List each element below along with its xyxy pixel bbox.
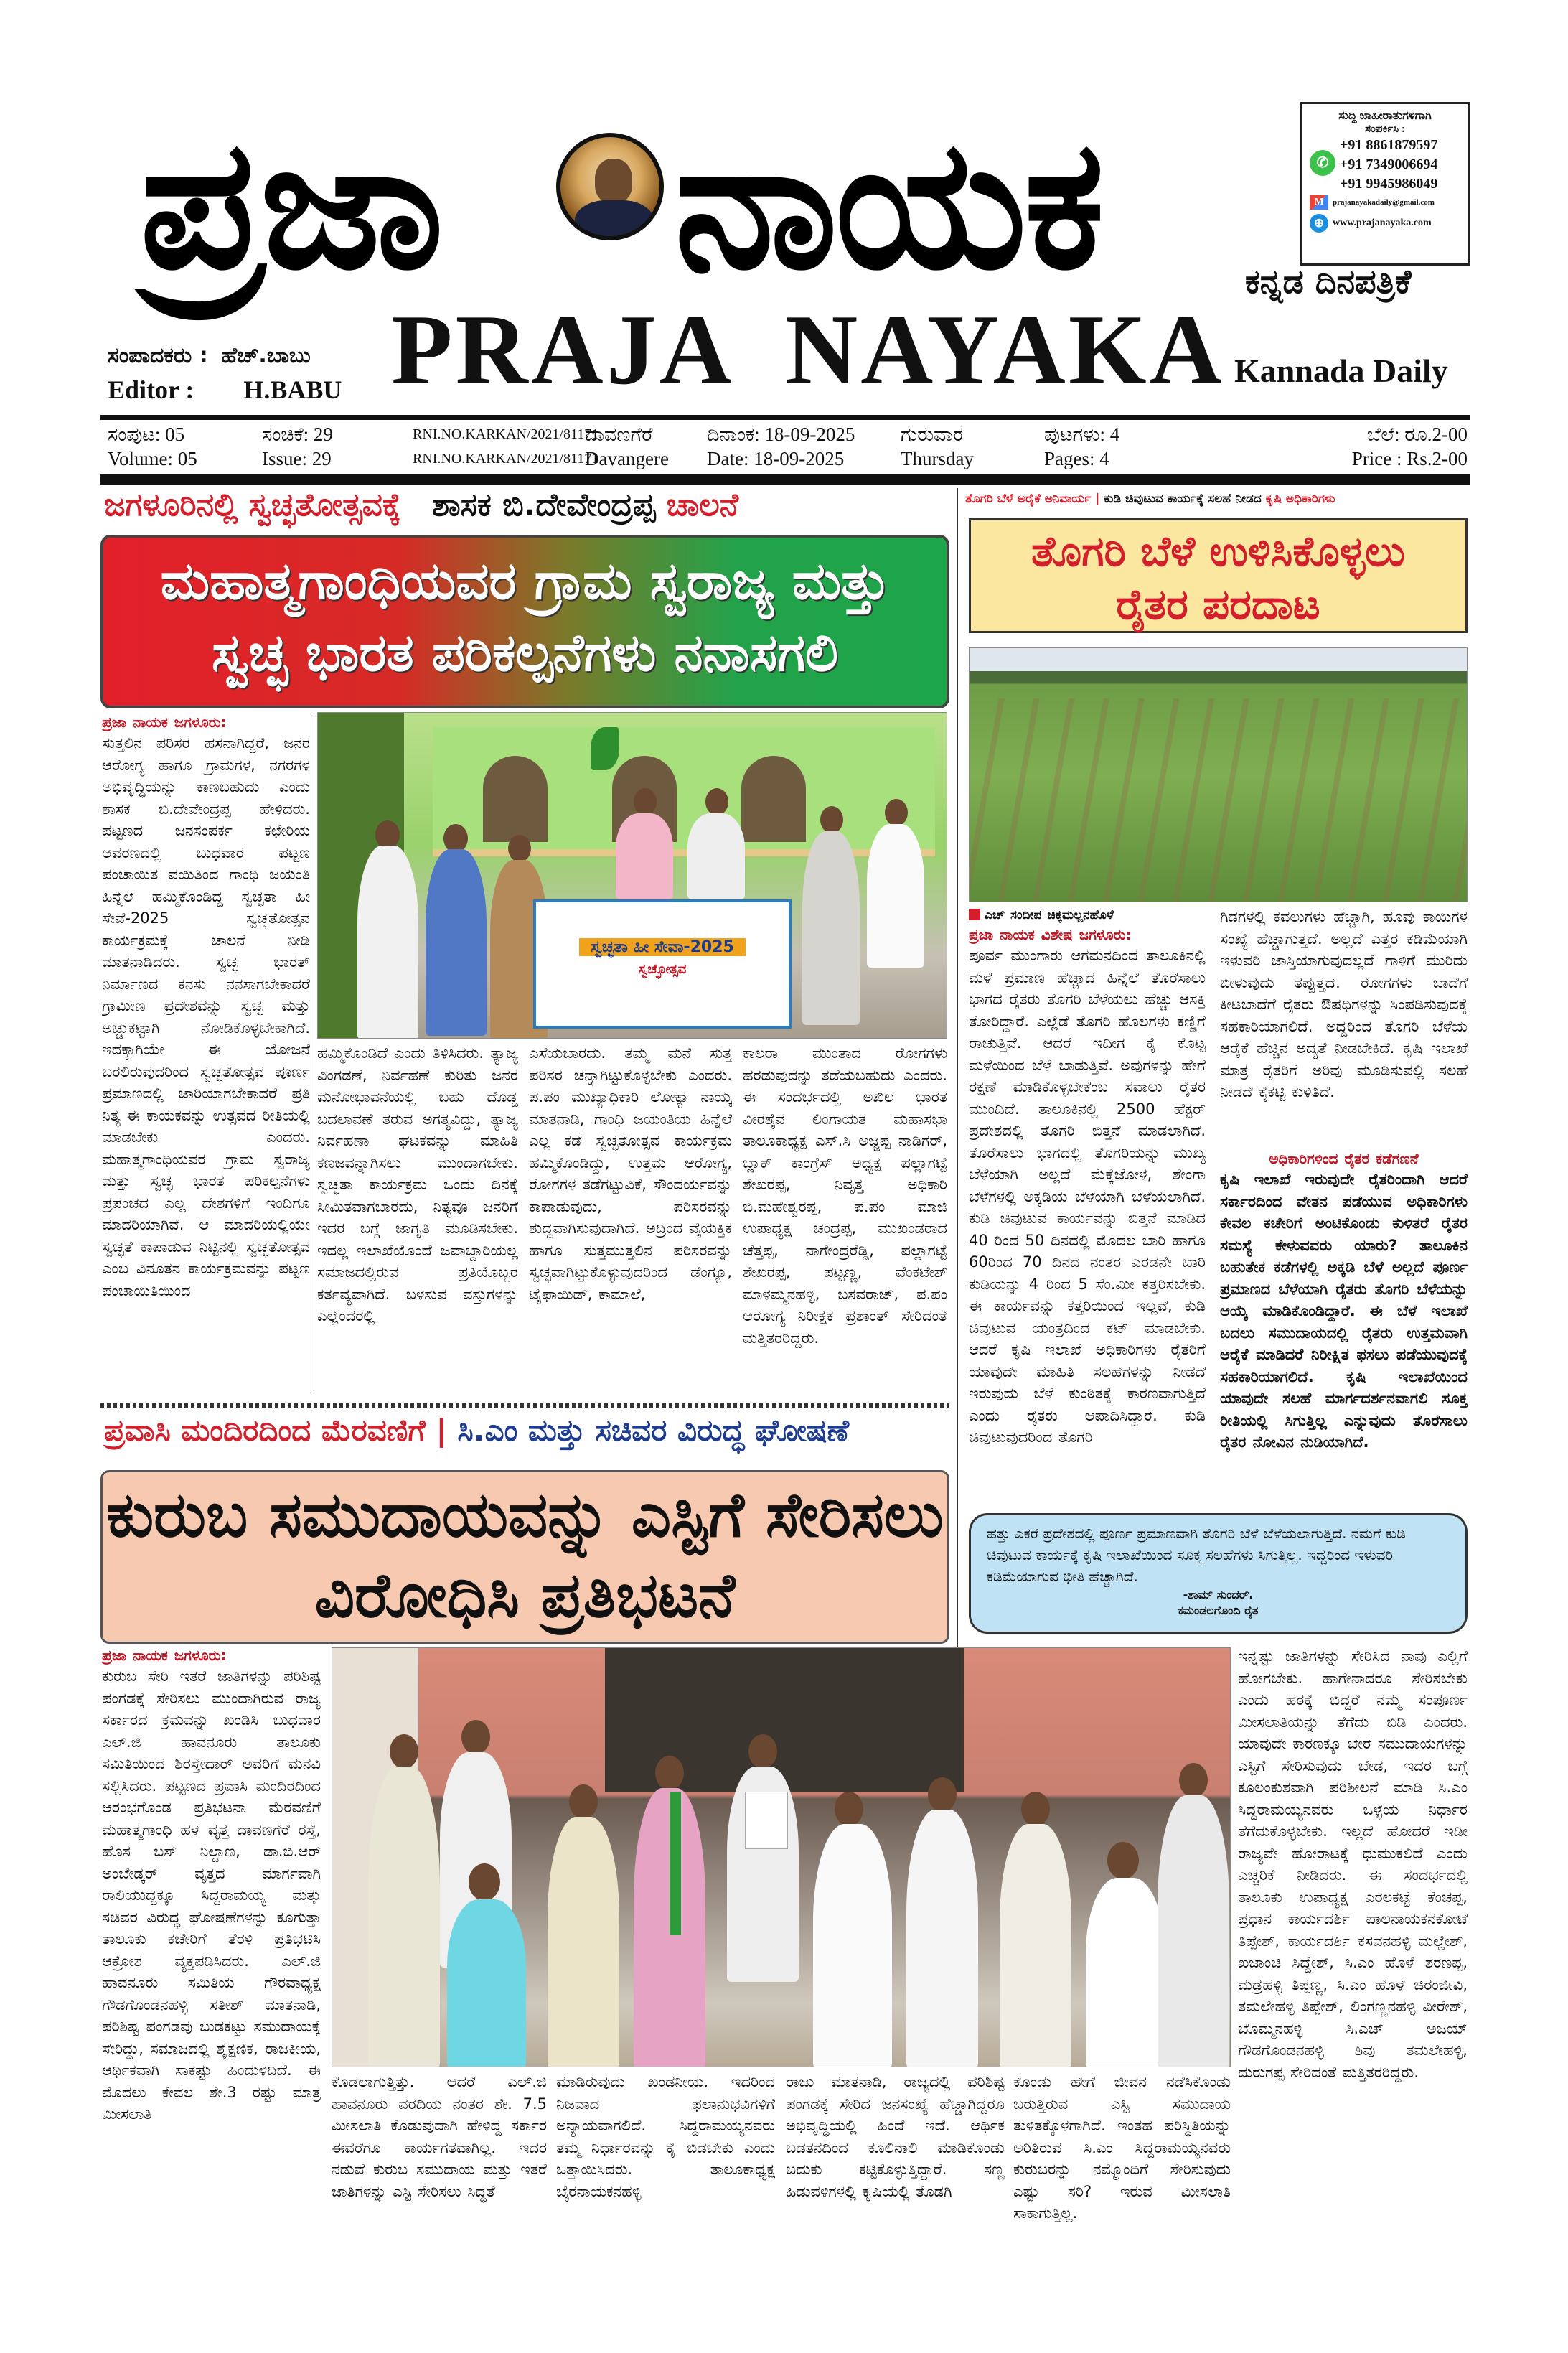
kicker-separator: |: [1095, 492, 1100, 506]
whatsapp-icon: ✆: [1310, 150, 1335, 176]
phone-1: +91 8861879597: [1340, 137, 1438, 153]
headline-line-2: ರೈತರ ಪರದಾಟ: [1116, 580, 1320, 629]
gmail-icon: M: [1310, 195, 1328, 210]
date-en: Date: 18-09-2025: [707, 448, 845, 469]
quote-text: ಹತ್ತು ಎಕರೆ ಪ್ರದೇಶದಲ್ಲಿ ಪೂರ್ಣ ಪ್ರಮಾಣವಾಗಿ ತೊಗರಿ ಬೆಳೆ ಬೆಳೆಯಲಾಗುತ್ತಿದೆ. ನಮಗೆ ಕುಡಿ ಚಿವುಟುವ ಕಾರ್ಯಕ್ಕೆ ಕೃಷಿ ಇಲಾಖೆಯಿಂದ ಸೂಕ್ತ ಸಲಹೆಗಳು ಸಿಗುತ್ತಿಲ್ಲ. ಇದ್ದರಿಂದ ಇಳುವರಿ ಕಡಿಮೆಯಾಗುವ ಭೀತಿ ಹೆಚ್ಚಾಗಿದೆ.: [987, 1525, 1406, 1585]
event-banner-sub: ಸ್ವಚ್ಛೋತ್ಸವ: [638, 962, 687, 977]
logo-praja: ಪ್ರಜಾ: [140, 100, 441, 309]
event-banner-title: ಸ್ವಚ್ಛತಾ ಹೀ ಸೇವಾ-2025: [579, 938, 746, 956]
reporter-line: [969, 906, 1206, 925]
tagline-english: Kannada Daily: [1234, 352, 1448, 389]
editor-kn-name: ಹೆಚ್.ಬಾಬು: [221, 343, 311, 368]
city-kn: ದಾವಣಗೆರೆ: [585, 424, 653, 445]
editor-en: [108, 375, 342, 405]
info-bar: [108, 422, 1468, 471]
story2-text-1: ಪೂರ್ವ ಮುಂಗಾರು ಆಗಮನದಿಂದ ತಾಲೂಕಿನಲ್ಲಿ ಮಳೆ ಪ್ರಮಾಣ ಹೆಚ್ಚಾದ ಹಿನ್ನೆಲೆ ತೊರೆಸಾಲು ಭಾಗದ ರೈತರು ತೊಗರಿ ಬೆಳೆಯಲು ಹೆಚ್ಚು ಆಸಕ್ತಿ ತೋರಿದ್ದಾರೆ. ಎಲ್ಲೆಡೆ ತೊಗರಿ ಹೊಲಗಳು ಕಣ್ಣಿಗೆ ರಾಚುತ್ತಿವೆ. ಆದರೆ ಇದೀಗ ಕೈ ಕೊಟ್ಟ ಮಳೆಯಿಂದ ಬೆಳೆ ಬಾಡುತ್ತಿವೆ. ಅವುಗಳನ್ನು ಹೇಗೆ ರಕ್ಷಣೆ ಮಾಡಿಕೊಳ್ಳಬೇಕೆಂಬ ಸವಾಲು ರೈತರ ಮುಂದಿದೆ. ತಾಲೂಕಿನಲ್ಲಿ 2500 ಹೆಕ್ಟರ್ ಪ್ರದೇಶದಲ್ಲಿ ತೊಗರಿ ಬಿತ್ತನೆ ಮಾಡಲಾಗಿದೆ. ತೊರೆಸಾಲು ಭಾಗದಲ್ಲಿ ತೊಗರಿಯನ್ನು ಮುಖ್ಯ ಬೆಳೆಯಾಗಿ ಅಲ್ಲದೆ ಮೆಕ್ಕೆಜೋಳ, ಶೇಂಗಾ ಬೆಳೆಗಳಲ್ಲಿ ಅಕ್ಕಡಿಯ ಬೆಳೆಯಾಗಿ ಬೆಳೆಯಲಾಗಿದೆ. ಕುಡಿ ಚಿವುಟುವ ಕಾರ್ಯವನ್ನು ಬಿತ್ತನೆ ಮಾಡಿದ 40 ರಿಂದ 50 ದಿನದಲ್ಲಿ ಮೊದಲ ಬಾರಿ ಹಾಗೂ 60ರಿಂದ 70 ದಿನದ ನಂತರ ಎರಡನೇ ಬಾರಿ ಕುಡಿಯನ್ನು 4 ರಿಂದ 5 ಸೆಂ.ಮೀ ಕತ್ತರಿಸಬೇಕು. ಈ ಕಾರ್ಯವನ್ನು ಕತ್ತರಿಯಿಂದ ಇಲ್ಲವೆ, ಕುಡಿ ಚಿವುಟುವ ಯಂತ್ರದಿಂದ ಕಟ್ ಮಾಡಬೇಕು. ಆದರೆ ಕೃಷಿ ಇಲಾಖೆ ಅಧಿಕಾರಿಗಳು ರೈತರಿಗೆ ಯಾವುದೇ ಮಾಹಿತಿ ಸಲಹೆಗಳನ್ನು ನೀಡದೆ ಇರುವುದು ಬೆಳೆ ಕುಂಠಿತಕ್ಕೆ ಕಾರಣವಾಗುತ್ತಿದೆ ಎಂದು ರೈತರು ಆಪಾದಿಸಿದ್ದಾರೆ. ಕುಡಿ ಚಿವುಟುವುದರಿಂದ ತೊಗರಿ: [969, 947, 1206, 1446]
story1-text-2: ಹಮ್ಮಿಕೊಂಡಿದೆ ಎಂದು ತಿಳಿಸಿದರು. ತ್ಯಾಜ್ಯ ವಿಂಗಡಣೆ, ನಿರ್ವಹಣೆ ಕುರಿತು ಜನರ ಮನೋಭಾವನೆಯಲ್ಲಿ ಬಹು ದೊಡ್ಡ ಬದಲಾವಣೆ ತರುವ ಅಗತ್ಯವಿದ್ದು, ತ್ಯಾಜ್ಯ ನಿರ್ವಹಣಾ ಘಟಕವನ್ನು ಮಾಹಿತಿ ಕಣಜವನ್ನಾಗಿಸಲು ಮುಂದಾಗಬೇಕು. ಸ್ವಚ್ಛತಾ ಕಾರ್ಯಕ್ರಮ ಒಂದು ದಿನಕ್ಕೆ ಸೀಮಿತವಾಗಬಾರದು, ನಿತ್ಯವೂ ಜನರಿಗೆ ಇದರ ಬಗ್ಗೆ ಜಾಗೃತಿ ಮೂಡಿಸಬೇಕು. ಇದಲ್ಲ ಇಲಾಖೆಯೊಂದೆ ಜವಾಬ್ದಾರಿಯಲ್ಲ ಸಮಾಜದಲ್ಲಿರುವ ಪ್ರತಿಯೊಬ್ಬರ ಕರ್ತವ್ಯವಾಗಿದೆ. ಬಳಸುವ ವಸ್ತುಗಳನ್ನು ಎಲ್ಲೆಂದರಲ್ಲಿ: [317, 1044, 518, 1324]
kicker-red: ಪ್ರವಾಸಿ ಮಂದಿರದಿಂದ ಮೆರವಣಿಗೆ: [104, 1413, 426, 1448]
story3-text-3: ಮಾಡಿರುವುದು ಖಂಡನೀಯ. ಇದರಿಂದ ನಿಜವಾದ ಫಲಾನುಭವಿಗಳಿಗೆ ಅನ್ಯಾಯವಾಗಲಿದೆ. ಸಿದ್ದರಾಮಯ್ಯನವರು ತಮ್ಮ ನಿರ್ಧಾರವನ್ನು ಕೈ ಬಿಡಬೇಕು ಎಂದು ಒತ್ತಾಯಿಸಿದರು. ತಾಲೂಕಾಧ್ಯಕ್ಷ ಬೈರನಾಯಕನಹಳ್ಳಿ: [556, 2073, 775, 2200]
story1-photo: [317, 712, 947, 1039]
editor-en-label: Editor :: [108, 375, 194, 404]
story2-col-1: [969, 906, 1206, 1498]
story3-text-2: ಕೊಡಲಾಗುತ್ತಿತ್ತು. ಆದರೆ ಎಲ್.ಜಿ ಹಾವನೂರು ವರದಿಯ ನಂತರ ಶೇ. 7.5 ಮೀಸಲಾತಿ ಕೊಡುವುದಾಗಿ ಹೇಳಿದ್ದ ಸರ್ಕಾರ ಈವರೆಗೂ ಕಾರ್ಯಗತವಾಗಿಲ್ಲ. ಇದರ ನಡುವೆ ಕುರುಬ ಸಮುದಾಯ ಮತ್ತು ಇತರೆ ಜಾತಿಗಳನ್ನು ಎಸ್ಟಿ ಸೇರಿಸಲು ಸಿದ್ಧತೆ: [332, 2073, 547, 2200]
story3-col-4: [786, 2071, 1005, 2240]
story3-col-2: [332, 2071, 547, 2240]
ambedkar-portrait: [556, 133, 664, 240]
dotted-divider: [100, 1403, 949, 1408]
story1-text-3: ಎಸೆಯಬಾರದು. ತಮ್ಮ ಮನೆ ಸುತ್ತ ಪರಿಸರ ಚನ್ನಾಗಿಟ್ಟುಕೊಳ್ಳಬೇಕು ಎಂದರು. ಪ.ಪಂ ಮುಖ್ಯಾಧಿಕಾರಿ ಲೋಕ್ಯಾ ನಾಯ್ಕ ಮಾತನಾಡಿ, ಗಾಂಧಿ ಜಯಂತಿಯ ಹಿನ್ನೆಲೆ ಎಲ್ಲ ಕಡೆ ಸ್ವಚ್ಛತೋತ್ಸವ ಕಾರ್ಯಕ್ರಮ ಹಮ್ಮಿಕೊಂಡಿದ್ದು, ಉತ್ತಮ ಆರೋಗ್ಯ, ರೋಗಗಳ ತಡೆಗಟ್ಟುವಿಕೆ, ಸೌಂದರ್ಯವನ್ನು ಕಾಪಾಡುವುದು, ಪರಿಸರವನ್ನು ಶುದ್ಧವಾಗಿಸುವುದಾಗಿದೆ. ಅದ್ರಿಂದ ವೈಯಕ್ತಿಕ ಹಾಗೂ ಸುತ್ತಮುತ್ತಲಿನ ಪರಿಸರವನ್ನು ಸ್ವಚ್ಛವಾಗಿಟ್ಟುಕೊಳ್ಳುವುದರಿಂದ ಡೆಂಗ್ಯೂ, ಟೈಫಾಯಿಡ್, ಕಾಮಾಲೆ,: [529, 1044, 732, 1303]
story2-kicker: [965, 492, 1335, 506]
headline-line-2: ಸ್ವಚ್ಛ ಭಾರತ ಪರಿಕಲ್ಪನೆಗಳು ನನಾಸಗಲಿ: [211, 622, 839, 683]
kicker-red-2: ಚಾಲನೆ: [666, 487, 739, 523]
story3-kicker: [104, 1413, 849, 1449]
volume-en: Volume: 05: [108, 448, 197, 469]
volume-kn: ಸಂಪುಟ: 05: [108, 424, 185, 445]
day-en: Thursday: [901, 448, 974, 469]
editor-en-name: H.BABU: [243, 375, 342, 404]
story3-col-6: [1238, 1645, 1468, 2241]
price-kn: ಬೆಲೆ: ರೂ.2-00: [1366, 424, 1468, 445]
story1-col-3: [529, 1042, 732, 1394]
issue-en: Issue: 29: [262, 448, 332, 469]
date-kn: ದಿನಾಂಕ: 18-09-2025: [707, 424, 855, 445]
story3-col-5: [1013, 2071, 1231, 2240]
contact-subtitle: ಸಂಪರ್ಕಿಸಿ :: [1365, 123, 1405, 135]
headline-line-2: ವಿರೋಧಿಸಿ ಪ್ರತಿಭಟನೆ: [314, 1560, 736, 1632]
farmer-quote-box: [969, 1513, 1468, 1634]
kicker-black: ಕುಡಿ ಚಿವುಟುವ ಕಾರ್ಯಕ್ಕೆ ಸಲಹೆ ನೀಡದ: [1104, 492, 1262, 506]
contact-title: ಸುದ್ದಿ ಜಾಹೀರಾತುಗಳಿಗಾಗಿ: [1338, 110, 1432, 122]
day-kn: ಗುರುವಾರ: [901, 424, 964, 445]
phone-3: +91 9945986049: [1340, 176, 1438, 192]
headline-line-1: ಮಹಾತ್ಮಗಾಂಧಿಯವರ ಗ್ರಾಮ ಸ್ವರಾಜ್ಯ ಮತ್ತು: [160, 551, 890, 611]
story3-byline: ಪ್ರಜಾ ನಾಯಕ ಜಗಳೂರು:: [102, 1647, 227, 1664]
story1-col-1: [102, 712, 310, 1394]
rni-en: RNI.NO.KARKAN/2021/81171: [413, 451, 599, 467]
logo-nayaka: ನಾಯಕ: [675, 100, 1102, 309]
story2-col-3: [1220, 1149, 1468, 1493]
story1-kicker: [104, 487, 738, 523]
flag: [591, 727, 619, 770]
story2-headline: [969, 518, 1468, 633]
story1-headline: [100, 535, 949, 708]
story1-text-1: ಸುತ್ತಲಿನ ಪರಿಸರ ಹಸನಾಗಿದ್ದರೆ, ಜನರ ಆರೋಗ್ಯ ಹಾಗೂ ಗ್ರಾಮಗಳ, ನಗರಗಳ ಅಭಿವೃದ್ಧಿಯನ್ನು ಕಾಣಬಹುದು ಎಂದು ಶಾಸಕ ಬಿ.ದೇವೇಂದ್ರಪ್ಪ ಹೇಳಿದರು. ಪಟ್ಟಣದ ಜನಸಂಪರ್ಕ ಕಛೇರಿಯ ಆವರಣದಲ್ಲಿ ಬುಧವಾರ ಪಟ್ಟಣ ಪಂಚಾಯಿತ ವಯಿತಿಂದ ಗಾಂಧಿ ಜಯಂತಿ ಹಿನ್ನೆಲೆ ಹಮ್ಮಿಕೊಂಡಿದ್ದ ಸ್ವಚ್ಛತಾ ಹೀ ಸೇವೆ-2025 ಸ್ವಚ್ಛತೋತ್ಸವ ಕಾರ್ಯಕ್ರಮಕ್ಕೆ ಚಾಲನೆ ನೀಡಿ ಮಾತನಾಡಿದರು. ಸ್ವಚ್ಛ ಭಾರತ್ ನಿರ್ಮಾಣದ ಕನಸು ನನಸಾಗಬೇಕಾದರೆ ಗ್ರಾಮೀಣ ಪ್ರದೇಶವನ್ನು ಸ್ವಚ್ಛ ಮತ್ತು ಅಚ್ಚುಕಟ್ಟಾಗಿ ನೋಡಿಕೊಳ್ಳಬೇಕಾಗಿದೆ. ಇದಕ್ಕಾಗಿಯೇ ಈ ಯೋಜನೆ ಬರಲಿರುವುದರಿಂದ ಸ್ವಚ್ಛತೋತ್ಸವ ಪೂರ್ಣ ಪ್ರಮಾಣದಲ್ಲಿ ಜಾರಿಯಾಗಬೇಕಾದರೆ ಪ್ರತಿ ನಿತ್ಯ ಈ ಕಾಯಕವನ್ನು ಉತ್ಸವದ ರೀತಿಯಲ್ಲಿ ಮಾಡಬೇಕು ಎಂದರು. ಮಹಾತ್ಮಗಾಂಧಿಯವರ ಗ್ರಾಮ ಸ್ವರಾಜ್ಯ ಮತ್ತು ಸ್ವಚ್ಛ ಭಾರತ ಪರಿಕಲ್ಪನೆಗಳು ಪ್ರಪಂಚದ ಎಲ್ಲ ದೇಶಗಳಿಗೆ ಇಂದಿಗೂ ಮಾದರಿಯಾಗಿವೆ. ಆ ಮಾದರಿಯಲ್ಲಿಯೇ ಸ್ವಚ್ಛತೆ ಕಾಪಾಡುವ ನಿಟ್ಟಿನಲ್ಲಿ ಸ್ವಚ್ಛತೋತ್ಸವ ಎಂಬ ವಿನೂತನ ಕಾರ್ಯಕ್ರಮವನ್ನು ಪಟ್ಟಣ ಪಂಚಾಯಿತಿಯಿಂದ: [102, 734, 310, 1299]
kicker-red-2: ಕೃಷಿ ಅಧಿಕಾರಿಗಳು: [1265, 492, 1335, 506]
city-en: Davangere: [585, 448, 669, 469]
contact-box: [1300, 102, 1470, 266]
story2-text-2: ಗಿಡಗಳಲ್ಲಿ ಕವಲುಗಳು ಹೆಚ್ಚಾಗಿ, ಹೂವು ಕಾಯಿಗಳ ಸಂಖ್ಯೆ ಹೆಚ್ಚಾಗುತ್ತದೆ. ಅಲ್ಲದೆ ಎತ್ತರ ಕಡಿಮೆಯಾಗಿ ಇಳುವರಿ ಜಾಸ್ತಿಯಾಗುವುದಲ್ಲದೆ ಗಾಳಿಗೆ ಮುರಿದು ಬೀಳುವುದು ತಪ್ಪುತ್ತದೆ. ರೋಗಗಳು ಬಾದೆಗೆ ಕೀಟಬಾದೆಗೆ ರೈತರು ಔಷಧಿಗಳನ್ನು ಸಿಂಪಡಿಸುವುದಕ್ಕೆ ಸಹಕಾರಿಯಾಗಲಿದೆ. ಅದ್ದರಿಂದ ತೊಗರಿ ಬೆಳೆಯ ಆರೈಕೆ ಹೆಚ್ಚಿನ ಅದ್ಯತೆ ನೀಡಬೇಕಿದೆ. ಕೃಷಿ ಇಲಾಖೆ ಮಾತ್ರ ರೈತರಿಗೆ ಅರಿವು ಮೂಡಿಸುವಲ್ಲಿ ಸಲಹೆ ನೀಡದೆ ಕೈಕಟ್ಟಿ ಕುಳಿತಿದೆ.: [1220, 908, 1468, 1100]
pages-en: Pages: 4: [1044, 448, 1109, 469]
story3-col-3: [556, 2071, 775, 2240]
headline-line-1: ಕುರುಬ ಸಮುದಾಯವನ್ನು ಎಸ್ಟಿಗೆ ಸೇರಿಸಲು: [106, 1479, 944, 1551]
story3-text-5: ಕೊಂಡು ಹೇಗೆ ಜೀವನ ನಡೆಸಿಕೊಂಡು ಬರುತ್ತಿರುವ ಎಸ್ಟಿ ಸಮುದಾಯ ತುಳಿತಕ್ಕೊಳಗಾಗಿದೆ. ಇಂತಹ ಪರಿಸ್ಥಿತಿಯನ್ನು ಅರಿತಿರುವ ಸಿ.ಎಂ ಸಿದ್ದರಾಮಯ್ಯನವರು ಕುರುಬರನ್ನು ನಮ್ಮೊಂದಿಗೆ ಸೇರಿಸುವುದು ಎಷ್ಟು ಸರಿ? ಇರುವ ಮೀಸಲಾತಿ ಸಾಕಾಗುತ್ತಿಲ್ಲ.: [1013, 2073, 1231, 2222]
story1-byline: ಪ್ರಜಾ ನಾಯಕ ಜಗಳೂರು:: [102, 714, 227, 731]
story2-text-3: ಕೃಷಿ ಇಲಾಖೆ ಇರುವುದೇ ರೈತರಿಂದಾಗಿ ಆದರೆ ಸರ್ಕಾರದಿಂದ ವೇತನ ಪಡೆಯುವ ಅಧಿಕಾರಿಗಳು ಕೇವಲ ಕಚೇರಿಗೆ ಅಂಟಿಕೊಂಡು ಕುಳಿತರೆ ರೈತರ ಸಮಸ್ಯೆ ಕೇಳುವವರು ಯಾರು? ತಾಲೂಕಿನ ಬಹುತೇಕ ಕಡೆಗಳಲ್ಲಿ ಅಕ್ಕಡಿ ಬೆಳೆ ಅಲ್ಲದೆ ಪೂರ್ಣ ಪ್ರಮಾಣದ ಬೆಳೆಯಾಗಿ ರೈತರು ತೊಗರಿ ಬೆಳೆಯನ್ನು ಆಯ್ಕೆ ಮಾಡಿಕೊಂಡಿದ್ದಾರೆ. ಈ ಬೆಳೆ ಇಲಾಖೆ ಬದಲು ಸಮುದಾಯದಲ್ಲಿ ರೈತರು ಉತ್ತಮವಾಗಿ ಆರೈಕೆ ಮಾಡಿದರೆ ನಿರೀಕ್ಷಿತ ಫಸಲು ಪಡೆಯುವುದಕ್ಕೆ ಸಹಕಾರಿಯಾಗಲಿದೆ. ಕೃಷಿ ಇಲಾಖೆಯಿಂದ ಯಾವುದೇ ಸಲಹೆ ಮಾರ್ಗದರ್ಶನವಾಗಲಿ ಸೂಕ್ತ ರೀತಿಯಲ್ಲಿ ಸಿಗುತ್ತಿಲ್ಲ ಎನ್ನುವುದು ತೊರೆಸಾಲು ರೈತರ ನೋವಿನ ನುಡಿಯಾಗಿದೆ.: [1220, 1171, 1468, 1451]
globe-icon: ⊕: [1310, 214, 1328, 233]
memorandum-paper: [745, 1792, 788, 1849]
phone-2: +91 7349006694: [1340, 156, 1438, 172]
story2-subhead: ಅಧಿಕಾರಿಗಳಿಂದ ರೈತರ ಕಡೆಗಣನೆ: [1269, 1150, 1419, 1167]
kicker-red: ಜಗಳೂರಿನಲ್ಲಿ ಸ್ವಚ್ಛತೋತ್ಸವಕ್ಕೆ: [104, 487, 401, 523]
headline-line-1: ತೊಗರಿ ಬೆಳೆ ಉಳಿಸಿಕೊಳ್ಳಲು: [1031, 527, 1405, 576]
quote-author: -ಶಾಮ್ ಸುಂದರ್.: [1183, 1588, 1254, 1601]
red-square-icon: [969, 909, 980, 920]
story2-col-2: [1220, 906, 1468, 1150]
contact-email[interactable]: prajanayakadaily@gmail.com: [1333, 198, 1435, 207]
story3-photo-protest: [332, 1647, 1231, 2067]
info-bottom-rule: [100, 474, 1470, 485]
tagline-kannada: ಕನ್ನಡ ದಿನಪತ್ರಿಕೆ: [1245, 262, 1412, 301]
title-english: PRAJA NAYAKA: [391, 294, 1225, 406]
price-en: Price : Rs.2-00: [1351, 448, 1468, 469]
story3-headline: [100, 1470, 949, 1644]
reporter-name: ಎಚ್ ಸಂದೀಪ ಚಿಕ್ಕಮಲ್ಲನಹೊಳೆ: [985, 908, 1114, 922]
story3-text-4: ರಾಜು ಮಾತನಾಡಿ, ರಾಜ್ಯದಲ್ಲಿ ಪರಿಶಿಷ್ಟ ಪಂಗಡಕ್ಕೆ ಸೇರಿದ ಜನಸಂಖ್ಯೆ ಹೆಚ್ಚಾಗಿದ್ದರೂ ಅಭಿವೃದ್ಧಿಯಲ್ಲಿ ಹಿಂದೆ ಇದೆ. ಆರ್ಥಿಕ ಬಡತನದಿಂದ ಕೂಲಿನಾಲಿ ಮಾಡಿಕೊಂಡು ಬದುಕು ಕಟ್ಟಿಕೊಳ್ಳುತ್ತಿದ್ದಾರೆ. ಸಣ್ಣ ಹಿಡುವಳಿಗಳಲ್ಲಿ ಕೃಷಿಯಲ್ಲಿ ತೊಡಗಿ: [786, 2073, 1005, 2200]
kicker-black: ಶಾಸಕ ಬಿ.ದೇವೇಂದ್ರಪ್ಪ: [431, 487, 656, 523]
story2-photo-field: [969, 647, 1468, 902]
editor-kn: [108, 343, 311, 368]
story1-col-2: [317, 1042, 518, 1394]
story1-col-4: [743, 1042, 947, 1394]
kicker-separator: |: [436, 1413, 447, 1448]
story3-col-1: [102, 1645, 321, 2241]
rni-kn: RNI.NO.KARKAN/2021/81171: [413, 426, 599, 442]
pages-kn: ಪುಟಗಳು: 4: [1044, 424, 1120, 445]
story2-byline: ಪ್ರಜಾ ನಾಯಕ ವಿಶೇಷ ಜಗಳೂರು:: [969, 926, 1132, 943]
issue-kn: ಸಂಚಿಕೆ: 29: [262, 424, 333, 445]
top-rule: [100, 415, 1470, 420]
kicker-red: ತೊಗರಿ ಬೆಳೆ ಅರೈಕೆ ಅನಿವಾರ್ಯ: [965, 492, 1092, 506]
kicker-blue: ಸಿ.ಎಂ ಮತ್ತು ಸಚಿವರ ವಿರುದ್ಧ ಘೋಷಣೆ: [457, 1413, 850, 1448]
story1-text-4: ಕಾಲರಾ ಮುಂತಾದ ರೋಗಗಳು ಹರಡುವುದನ್ನು ತಡೆಯಬಹುದು ಎಂದರು. ಈ ಸಂದರ್ಭದಲ್ಲಿ ಅಖಿಲ ಭಾರತ ವೀರಶೈವ ಲಿಂಗಾಯತ ಮಹಾಸಭಾ ತಾಲೂಕಾಧ್ಯಕ್ಷ ಎಸ್.ಸಿ ಅಜ್ಜಪ್ಪ ನಾಡಿಗರ್, ಬ್ಲಾಕ್ ಕಾಂಗ್ರೆಸ್ ಅಧ್ಯಕ್ಷ ಪಲ್ಲಾಗಟ್ಟೆ ಶೇಖರಪ್ಪ, ನಿವೃತ್ತ ಅಧಿಕಾರಿ ಬಿ.ಮಹೇಶ್ವರಪ್ಪ, ಪ.ಪಂ ಮಾಜಿ ಉಪಾಧ್ಯಕ್ಷ ಚಂದ್ರಪ್ಪ, ಮುಖಂಡರಾದ ಚೆತ್ತಪ್ಪ, ನಾಗೇಂದ್ರರೆಡ್ಡಿ, ಪಲ್ಲಾಗಟ್ಟೆ ಶೇಖರಪ್ಪ, ಪಟ್ಟಣ್ಣ, ವೆಂಕಟೇಶ್ ಮಾಳಮ್ಮನಹಳ್ಳಿ, ಬಸವರಾಜ್, ಪ.ಪಂ ಆರೋಗ್ಯ ನಿರೀಕ್ಷಕ ಪ್ರಶಾಂತ್ ಸೇರಿದಂತೆ ಮತ್ತಿತರರಿದ್ದರು.: [743, 1044, 947, 1347]
quote-role: ಕಮಂಡಲಗೊಂದಿ ರೈತ: [1178, 1604, 1259, 1617]
column-divider: [957, 488, 958, 1651]
story3-text-1: ಕುರುಬ ಸೇರಿ ಇತರೆ ಜಾತಿಗಳನ್ನು ಪರಿಶಿಷ್ಟ ಪಂಗಡಕ್ಕೆ ಸೇರಿಸಲು ಮುಂದಾಗಿರುವ ರಾಜ್ಯ ಸರ್ಕಾರದ ಕ್ರಮವನ್ನು ಖಂಡಿಸಿ ಬುಧವಾರ ಎಲ್.ಜಿ ಹಾವನೂರು ತಾಲೂಕು ಸಮಿತಿಯಿಂದ ಶಿರಸ್ತೇದಾರ್ ಅವರಿಗೆ ಮನವಿ ಸಲ್ಲಿಸಿದರು. ಪಟ್ಟಣದ ಪ್ರವಾಸಿ ಮಂದಿರದಿಂದ ಆರಂಭಗೊಂಡ ಪ್ರತಿಭಟನಾ ಮೆರವಣಿಗೆ ಮಹಾತ್ಮಗಾಂಧಿ ಹಳೆ ವೃತ್ತ ದಾವಣಗೆರೆ ರಸ್ತೆ, ಹೊಸ ಬಸ್ ನಿಲ್ದಾಣ, ಡಾ.ಬಿ.ಆರ್ ಅಂಬೇಡ್ಕರ್ ವೃತ್ತದ ಮಾರ್ಗವಾಗಿ ರಾಲಿಯುದ್ದಕ್ಕೂ ಸಿದ್ದರಾಮಯ್ಯ ಮತ್ತು ಸಚಿವರ ವಿರುದ್ಧ ಘೋಷಣೆಗಳನ್ನು ಕೂಗುತ್ತಾ ತಾಲೂಕು ಕಚೇರಿಗೆ ತೆರಳಿ ಪ್ರತಿಭಟಿಸಿ ಆಕ್ರೋಶ ವ್ಯಕ್ತಪಡಿಸಿದರು. ಎಲ್.ಜಿ ಹಾವನೂರು ಸಮಿತಿಯ ಗೌರವಾಧ್ಯಕ್ಷ ಗೌಡಗೊಂಡನಹಳ್ಳಿ ಸತೀಶ್ ಮಾತನಾಡಿ, ಪರಿಶಿಷ್ಟ ಪಂಗಡವು ಬುಡಕಟ್ಟು ಸಮುದಾಯಕ್ಕೆ ಸೇರಿದ್ದು, ಸಮಾಜದಲ್ಲಿ ಶೈಕ್ಷಣಿಕ, ರಾಜಕೀಯ, ಆರ್ಥಿಕವಾಗಿ ಸಾಕಷ್ಟು ಹಿಂದುಳಿದಿದೆ. ಈ ಮೊದಲು ಕೇವಲ ಶೇ.3 ರಷ್ಟು ಮಾತ್ರ ಮೀಸಲಾತಿ: [102, 1667, 321, 2123]
contact-website[interactable]: www.prajanayaka.com: [1333, 217, 1432, 228]
story3-text-6: ಇನ್ನಷ್ಟು ಜಾತಿಗಳನ್ನು ಸೇರಿಸಿದ ನಾವು ಎಲ್ಲಿಗೆ ಹೋಗಬೇಕು. ಹಾಗೇನಾದರೂ ಸೇರಿಸಬೇಕು ಎಂದು ಹಠಕ್ಕೆ ಬಿದ್ದರೆ ನಮ್ಮ ಸಂಪೂರ್ಣ ಮೀಸಲಾತಿಯನ್ನು ತೆಗೆದು ಬಿಡಿ ಎಂದರು. ಯಾವುದೇ ಕಾರಣಕ್ಕೂ ಬೇರೆ ಸಮುದಾಯಗಳನ್ನು ಎಸ್ಟಿಗೆ ಸೇರಿಸುವುದು ಬೇಡ, ಇದರ ಬಗ್ಗೆ ಕೂಲಂಕುಶವಾಗಿ ಪರಿಶೀಲನೆ ಮಾಡಿ ಸಿ.ಎಂ ಸಿದ್ದರಾಮಯ್ಯನವರು ಒಳ್ಳೆಯ ನಿರ್ಧಾರ ತೆಗೆದುಕೊಳ್ಳಬೇಕು. ಇಲ್ಲದೆ ಹೋದರೆ ಇಡೀ ರಾಜ್ಯವೇ ಹೋರಾಟಕ್ಕೆ ಧುಮುಕಲಿದೆ ಎಂದು ಎಚ್ಚರಿಕೆ ನೀಡಿದರು. ಈ ಸಂದರ್ಭದಲ್ಲಿ ತಾಲೂಕು ಉಪಾಧ್ಯಕ್ಷ ಎರಲಕಟ್ಟೆ ಕೆಂಚಪ್ಪ, ಪ್ರಧಾನ ಕಾರ್ಯದರ್ಶಿ ಪಾಲನಾಯಕನಕೋಟೆ ತಿಪ್ಪೇಶ್, ಕಾರ್ಯದರ್ಶಿ ಕಸವನಹಳ್ಳಿ ಮಲ್ಲೇಶ್, ಖಜಾಂಚಿ ಸಿದ್ದೇಶ್, ಸಿ.ಎಂ ಹೊಳೆ ಶರಣಪ್ಪ, ಮಡ್ರಹಳ್ಳಿ ತಿಪ್ಪಣ್ಣ, ಸಿ.ಎಂ ಹೊಳೆ ಚಿರಂಜೀವಿ, ತಮಲೇಹಳ್ಳಿ ತಿಪ್ಪೇಶ್, ಲಿಂಗಣ್ಣನಹಳ್ಳಿ ವೀರೇಶ್, ಬೊಮ್ಮನಹಳ್ಳಿ ಸಿ.ಎಚ್ ಅಜಯ್ ಗೌಡಗೊಂಡನಹಳ್ಳಿ ಶಿವು ತಮಲೇಹಳ್ಳಿ, ದುರುಗಪ್ಪ ಸೇರಿದಂತೆ ಮತ್ತಿತರರಿದ್ದರು.: [1238, 1647, 1468, 2081]
event-banner: [533, 899, 792, 1029]
editor-kn-label: ಸಂಪಾದಕರು :: [108, 343, 208, 368]
